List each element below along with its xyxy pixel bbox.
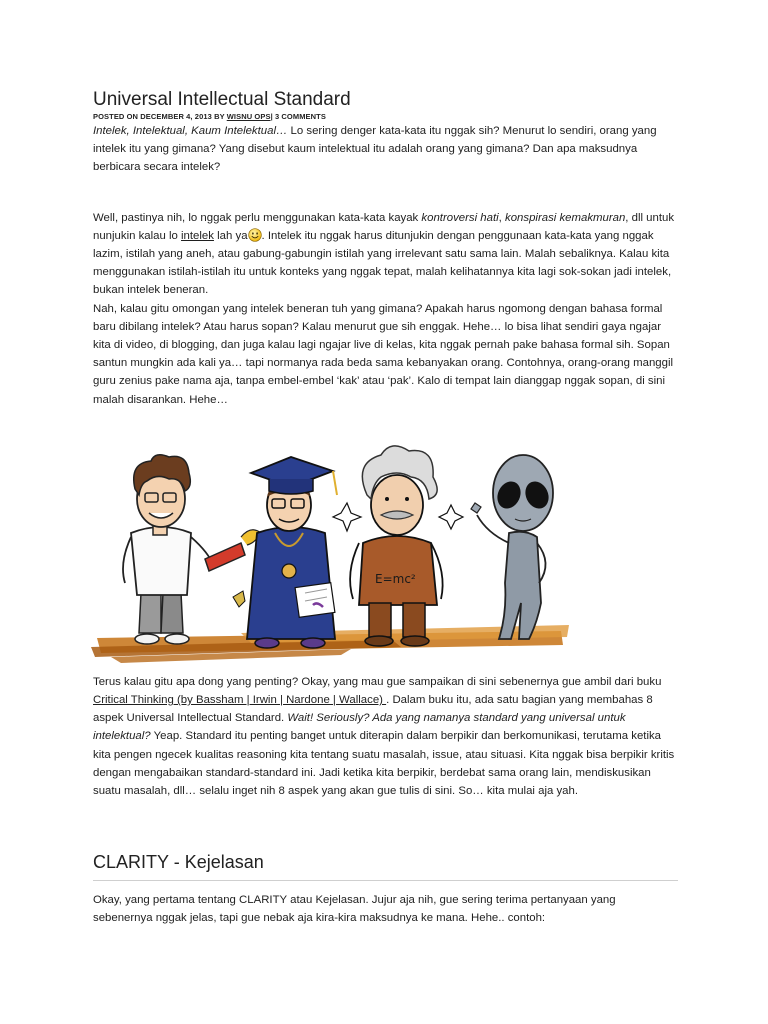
p2-text-3: , dll untuk nunjukin kalau lo	[93, 211, 675, 242]
p2-text-4: lah ya	[213, 229, 248, 242]
intro-italic-lead: Intelek, Intelektual, Kaum Intelektual…	[93, 125, 288, 137]
cartoon-illustration	[91, 433, 571, 665]
intro-text: Lo sering denger kata-kata itu nggak sih? Menurut lo sendiri, orang yang intelek itu yang gimana? Yang disebut kaum intelektual itu adalah orang yang gimana? Dan apa maksudnya berbicara secara intelek?	[93, 125, 657, 174]
paragraph-4	[93, 673, 678, 800]
einstein-figure	[350, 446, 463, 646]
paragraph-2	[93, 209, 678, 300]
alien-figure	[471, 455, 553, 639]
graduate-figure	[233, 457, 361, 648]
p2-text-5: . Intelek itu nggak harus ditunjukin dengan penggunaan kata-kata yang nggak lazim, istilah yang aneh, atau gabung-gabungin istilah yang irrelevant satu sama lain. Malah sebaliknya. Kalau kita menggunakan istilah-istilah itu untuk konteks yang nggak tepat, malah kelihatannya kita lagi sok-sokan jadi intelek, bukan intelek beneran.	[93, 229, 672, 297]
post-meta	[93, 112, 678, 122]
section-heading: CLARITY - Kejelasan	[93, 852, 264, 873]
article	[93, 88, 678, 928]
posted-on-text: POSTED ON DECEMBER 4, 2013 BY	[93, 112, 227, 121]
p4-text-3: Yeap. Standard itu penting banget untuk diterapin dalam berpikir dan berkomunikasi, terutama ketika kita pengen ngecek kualitas reasoning kita tentang suatu masalah, issue, atau situasi. Kita nggak bisa berpikir kritis dengan mengabaikan standard-standard ini. Jadi ketika kita berpikir, berdebat sama orang lain, mendiskusikan suatu masalah, dll… selalu inget nih 8 aspek yang akan gue tulis di sini. So… kita mulai aja yah.	[93, 730, 675, 798]
section-paragraph: Okay, yang pertama tentang CLARITY atau Kejelasan. Jujur aja nih, gue sering terima pertanyaan yang sebenernya nggak jelas, tapi gue nebak aja kira-kira maksudnya ke mana. Hehe.. contoh:	[93, 894, 616, 925]
section-divider	[93, 880, 678, 881]
p2-italic-2: konspirasi kemakmuran	[505, 211, 626, 224]
article-title: Universal Intellectual Standard	[93, 89, 351, 110]
p2-text-1: Well, pastinya nih, lo nggak perlu menggunakan kata-kata kayak	[93, 211, 422, 224]
meta-separator: |	[270, 112, 275, 121]
author-link[interactable]: WISNU OPS	[226, 112, 271, 121]
p4-text-1: Terus kalau gitu apa dong yang penting? Okay, yang mau gue sampaikan di sini sebenernya gue ambil dari buku	[93, 675, 662, 688]
comments-link[interactable]: 3 COMMENTS	[274, 112, 326, 121]
smiley-icon	[248, 228, 262, 242]
intelek-link[interactable]: intelek	[181, 229, 214, 242]
equation-label: E=mc²	[375, 571, 416, 586]
student-figure	[123, 455, 261, 644]
intro-paragraph	[93, 122, 678, 177]
paragraph-3: Nah, kalau gitu omongan yang intelek beneran tuh yang gimana? Apakah harus ngomong dengan bahasa formal baru dibilang intelek? Atau harus sopan? Kalau menurut gue sih enggak. Hehe… lo bisa lihat sendiri gaya ngajar kita di video, di blogging, dan juga kalau lagi ngajar live di kelas, kita nggak pernah pake bahasa formal sih. Sopan santun mungkin ada kali ya… tapi normanya rada beda sama kebanyakan orang. Contohnya, orang-orang manggil guru zenius pake nama aja, tanpa embel-embel ‘kak’ atau ‘pak’. Kalo di tempat lain dianggap nggak sopan, di sini malah disarankan. Hehe…	[93, 302, 674, 406]
p4-italic-1: Wait! Seriously? Ada yang namanya standard yang universal untuk intelektual?	[93, 712, 626, 743]
p4-text-2: . Dalam buku itu, ada satu bagian yang membahas 8 aspek Universal Intellectual Standard.	[93, 694, 653, 725]
p2-italic-1: kontroversi hati	[421, 211, 499, 224]
p2-text-2: ,	[498, 211, 506, 224]
book-link[interactable]: Critical Thinking (by Bassham | Irwin | Nardone | Wallace)	[93, 694, 387, 707]
